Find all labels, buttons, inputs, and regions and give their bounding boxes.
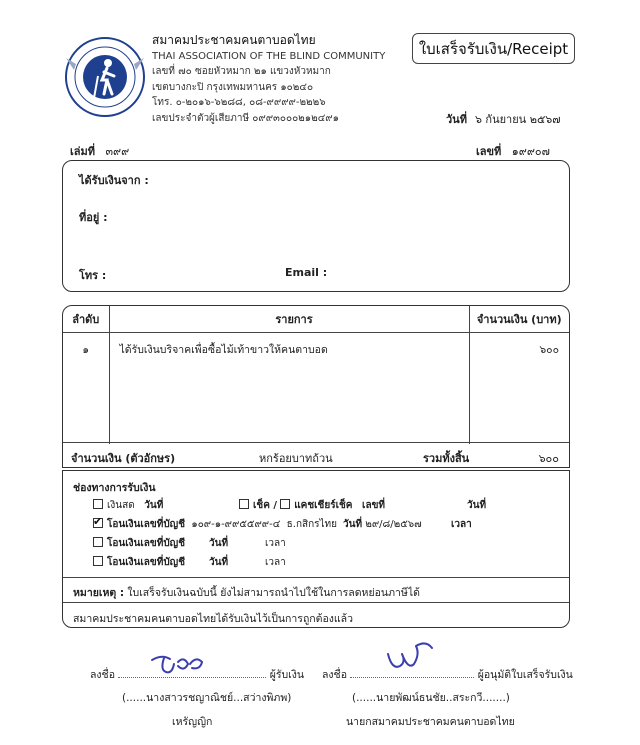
item-no: ๑	[63, 332, 109, 444]
org-phone: โทร. ๐-๒๐๑๖-๖๒๘๘, ๐๘-๙๙๙๙-๒๒๒๖	[152, 97, 326, 108]
cash-label: เงินสด	[107, 500, 135, 511]
address-label: ที่อยู่ :	[79, 211, 108, 224]
address-row	[79, 208, 108, 226]
items-table	[62, 305, 570, 468]
items-header-row	[63, 306, 569, 332]
cash-date-label: วันที่	[144, 500, 164, 511]
payment-transfer1-row	[93, 517, 337, 532]
transfer1-time-label: เวลา	[451, 519, 472, 530]
cash-checkbox[interactable]	[93, 499, 103, 509]
sign-label-right: ลงชื่อ	[322, 669, 347, 681]
col-header-amount: จำนวนเงิน (บาท)	[469, 306, 569, 332]
number-label: เลขที่	[476, 145, 502, 158]
transfer2-label: โอนเงินเลขที่บัญชี	[107, 538, 185, 549]
phone-row	[79, 266, 106, 284]
org-address-2: เขตบางกะปิ กรุงเทพมหานคร ๑๐๒๔๐	[152, 81, 314, 93]
transfer3-time-label: เวลา	[265, 557, 286, 568]
payment-box	[62, 470, 570, 628]
transfer1-bank: ธ.กสิกรไทย	[286, 519, 338, 530]
payment-transfer3-row	[93, 555, 185, 570]
transfer1-date: ๒๙/๘/๒๕๖๗	[365, 519, 422, 530]
transfer1-date-label: วันที่	[343, 519, 363, 530]
transfer3-date-label: วันที่	[209, 557, 229, 568]
amount-words-row	[63, 442, 569, 467]
payment-cash-row	[93, 498, 163, 513]
date-value: ๖ กันยายน ๒๕๖๗	[474, 113, 561, 126]
book-value: ๓๙๙	[105, 145, 130, 158]
cheque-label: เช็ค /	[253, 500, 278, 511]
org-name-en: THAI ASSOCIATION OF THE BLIND COMMUNITY	[152, 50, 386, 62]
transfer3-label: โอนเงินเลขที่บัญชี	[107, 557, 185, 568]
cashier-cheque-label: แคชเชียร์เช็ค	[294, 500, 353, 511]
cashier-cheque-checkbox[interactable]	[280, 499, 290, 509]
number-value: ๑๙๙๐๗	[511, 145, 550, 158]
amount-words-label: จำนวนเงิน (ตัวอักษร)	[71, 452, 176, 465]
note-label: หมายเหตุ :	[73, 587, 125, 599]
receipt-title: ใบเสร็จรับเงิน/Receipt	[412, 33, 575, 64]
received-from-row	[79, 171, 149, 189]
received-from-label: ได้รับเงินจาก :	[79, 174, 149, 187]
role-right: ผู้อนุมัติใบเสร็จรับเงิน	[477, 669, 573, 681]
payment-title: ช่องทางการรับเงิน	[73, 482, 156, 494]
total-label: รวมทั้งสิ้น	[423, 452, 470, 465]
cheque-no-label: เลขที่	[362, 500, 386, 511]
book-label: เล่มที่	[70, 145, 96, 158]
book-number	[70, 142, 129, 160]
transfer1-account: ๑๐๙-๑-๙๙๕๕๙๙-๔	[191, 519, 281, 530]
transfer3-checkbox[interactable]	[93, 556, 103, 566]
signer-title-right: นายกสมาคมประชาคมคนตาบอดไทย	[346, 716, 515, 728]
role-left: ผู้รับเงิน	[269, 669, 305, 681]
signer-name-right: (......นายพัฒน์ธนชัย..สระกวี.......)	[352, 692, 510, 704]
signer-title-left: เหรัญญิก	[172, 716, 213, 728]
note-text: ใบเสร็จรับเงินฉบับนี้ ยังไม่สามารถนำไปใช้ในการลดหย่อนภาษีได้	[127, 587, 420, 599]
table-row	[63, 332, 569, 444]
col-header-description: รายการ	[109, 306, 469, 332]
total-amount: ๖๐๐	[538, 452, 559, 465]
transfer2-date-label: วันที่	[209, 538, 229, 549]
org-address-1: เลขที่ ๗๐ ซอยหัวหมาก ๒๑ แขวงหัวหมาก	[152, 66, 331, 77]
transfer2-time-label: เวลา	[265, 538, 286, 549]
organization-header	[152, 33, 385, 126]
payment-transfer2-row	[93, 536, 185, 551]
transfer2-checkbox[interactable]	[93, 537, 103, 547]
payer-box	[62, 160, 570, 292]
signature-right	[382, 640, 438, 679]
signature-right-line	[322, 666, 573, 683]
amount-words: หกร้อยบาทถ้วน	[259, 452, 333, 465]
item-description: ได้รับเงินบริจาคเพื่อซื้อไม้เท้าขาวให้คนตาบอด	[119, 343, 328, 356]
email-row	[285, 266, 327, 279]
sign-label-left: ลงชื่อ	[90, 669, 115, 681]
cheque-date-label: วันที่	[467, 500, 487, 511]
acknowledgement: สมาคมประชาคมคนตาบอดไทยได้รับเงินไว้เป็นการถูกต้องแล้ว	[73, 613, 354, 625]
note-row	[63, 577, 569, 603]
email-label: Email :	[285, 266, 328, 279]
org-tax-id: เลขประจำตัวผู้เสียภาษี ๐๙๙๓๐๐๐๒๑๒๔๙๑	[152, 112, 339, 124]
cheque-checkbox[interactable]	[239, 499, 249, 509]
signer-name-left: (......นางสาวรชญาณิชย์...สว่างพิภพ)	[122, 692, 292, 704]
phone-label: โทร :	[79, 269, 107, 282]
receipt-number	[476, 142, 550, 160]
transfer1-checkbox[interactable]	[93, 518, 103, 528]
item-amount: ๖๐๐	[469, 332, 569, 444]
payment-cheque-row	[239, 498, 385, 513]
col-header-no: ลำดับ	[63, 306, 109, 332]
signature-left	[148, 652, 208, 681]
transfer1-label: โอนเงินเลขที่บัญชี	[107, 519, 185, 530]
association-logo	[64, 36, 146, 118]
date-label: วันที่	[446, 113, 467, 126]
org-name-th: สมาคมประชาคมคนตาบอดไทย	[152, 33, 316, 47]
receipt-date	[446, 110, 561, 128]
